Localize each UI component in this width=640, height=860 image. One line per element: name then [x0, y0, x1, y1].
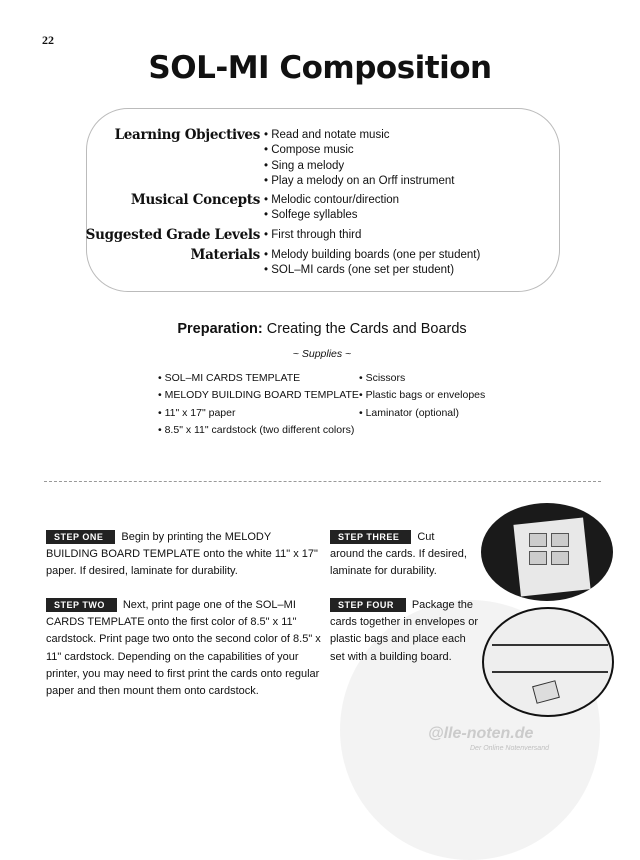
page-title: SOL-MI Composition: [148, 50, 492, 86]
step-text: Begin by printing the MELODY BUILDING BOARD TEMPLATE onto the white 11" x 17" paper. If desired, laminate for durability.: [46, 531, 318, 578]
list-item: • Melodic contour/direction: [264, 193, 399, 208]
supplies-list-left: [158, 370, 359, 440]
step-text: Next, print page one of the SOL–MI CARDS TEMPLATE onto the first color of 8.5" x 11" cardstock. Print page two onto the second color of 8.5" x 11" cardstock. Depending on the capabilities of your printer, you may need to first print the cards onto regular paper and then mount them onto cardstock.: [46, 599, 321, 698]
list-item: • Scissors: [359, 370, 485, 387]
supplies-label: ~ Supplies ~: [292, 348, 352, 360]
step-three: [330, 529, 470, 581]
objective-label: Suggested Grade Levels: [85, 227, 260, 243]
step-tag: STEP FOUR: [330, 598, 406, 612]
objective-label: Materials: [190, 247, 260, 263]
list-item: • Read and notate music: [264, 128, 454, 143]
list-item: • Laminator (optional): [359, 405, 485, 422]
list-item: • Solfege syllables: [264, 208, 399, 223]
objective-label: Musical Concepts: [130, 192, 260, 208]
list-item: • 11" x 17" paper: [158, 405, 359, 422]
section-divider: [44, 481, 601, 482]
list-item: • Compose music: [264, 143, 454, 158]
list-item: • Sing a melody: [264, 159, 454, 174]
list-item: • SOL–MI cards (one set per student): [264, 263, 480, 278]
list-item: • 8.5" x 11" cardstock (two different colors): [158, 422, 359, 439]
list-item: • Melody building boards (one per student): [264, 248, 480, 263]
step-tag: STEP TWO: [46, 598, 117, 612]
list-item: • MELODY BUILDING BOARD TEMPLATE: [158, 387, 359, 404]
list-item: • First through third: [264, 228, 361, 243]
step-one: [46, 529, 321, 581]
preparation-heading-bold: Preparation:: [177, 321, 263, 337]
step-text: Package the cards together in envelopes or plastic bags and place each set with a building board.: [330, 599, 478, 663]
preparation-heading-rest: Creating the Cards and Boards: [262, 321, 467, 337]
supplies-list-right: [359, 370, 485, 422]
photo-building-board: [482, 607, 614, 717]
list-item: • SOL–MI CARDS TEMPLATE: [158, 370, 359, 387]
step-two: [46, 597, 321, 700]
watermark-subtext: Der Online Notenversand: [470, 745, 549, 752]
list-item: • Plastic bags or envelopes: [359, 387, 485, 404]
page-number: 22: [42, 33, 54, 47]
objective-label: Learning Objectives: [114, 127, 260, 143]
watermark-text: @lle-noten.de: [428, 725, 534, 742]
step-tag: STEP THREE: [330, 530, 411, 544]
step-four: [330, 597, 480, 666]
preparation-heading: [0, 321, 640, 337]
list-item: • Play a melody on an Orff instrument: [264, 174, 454, 189]
photo-cut-cards: [481, 503, 613, 601]
step-text: Cut around the cards. If desired, laminate for durability.: [330, 531, 467, 578]
step-tag: STEP ONE: [46, 530, 115, 544]
